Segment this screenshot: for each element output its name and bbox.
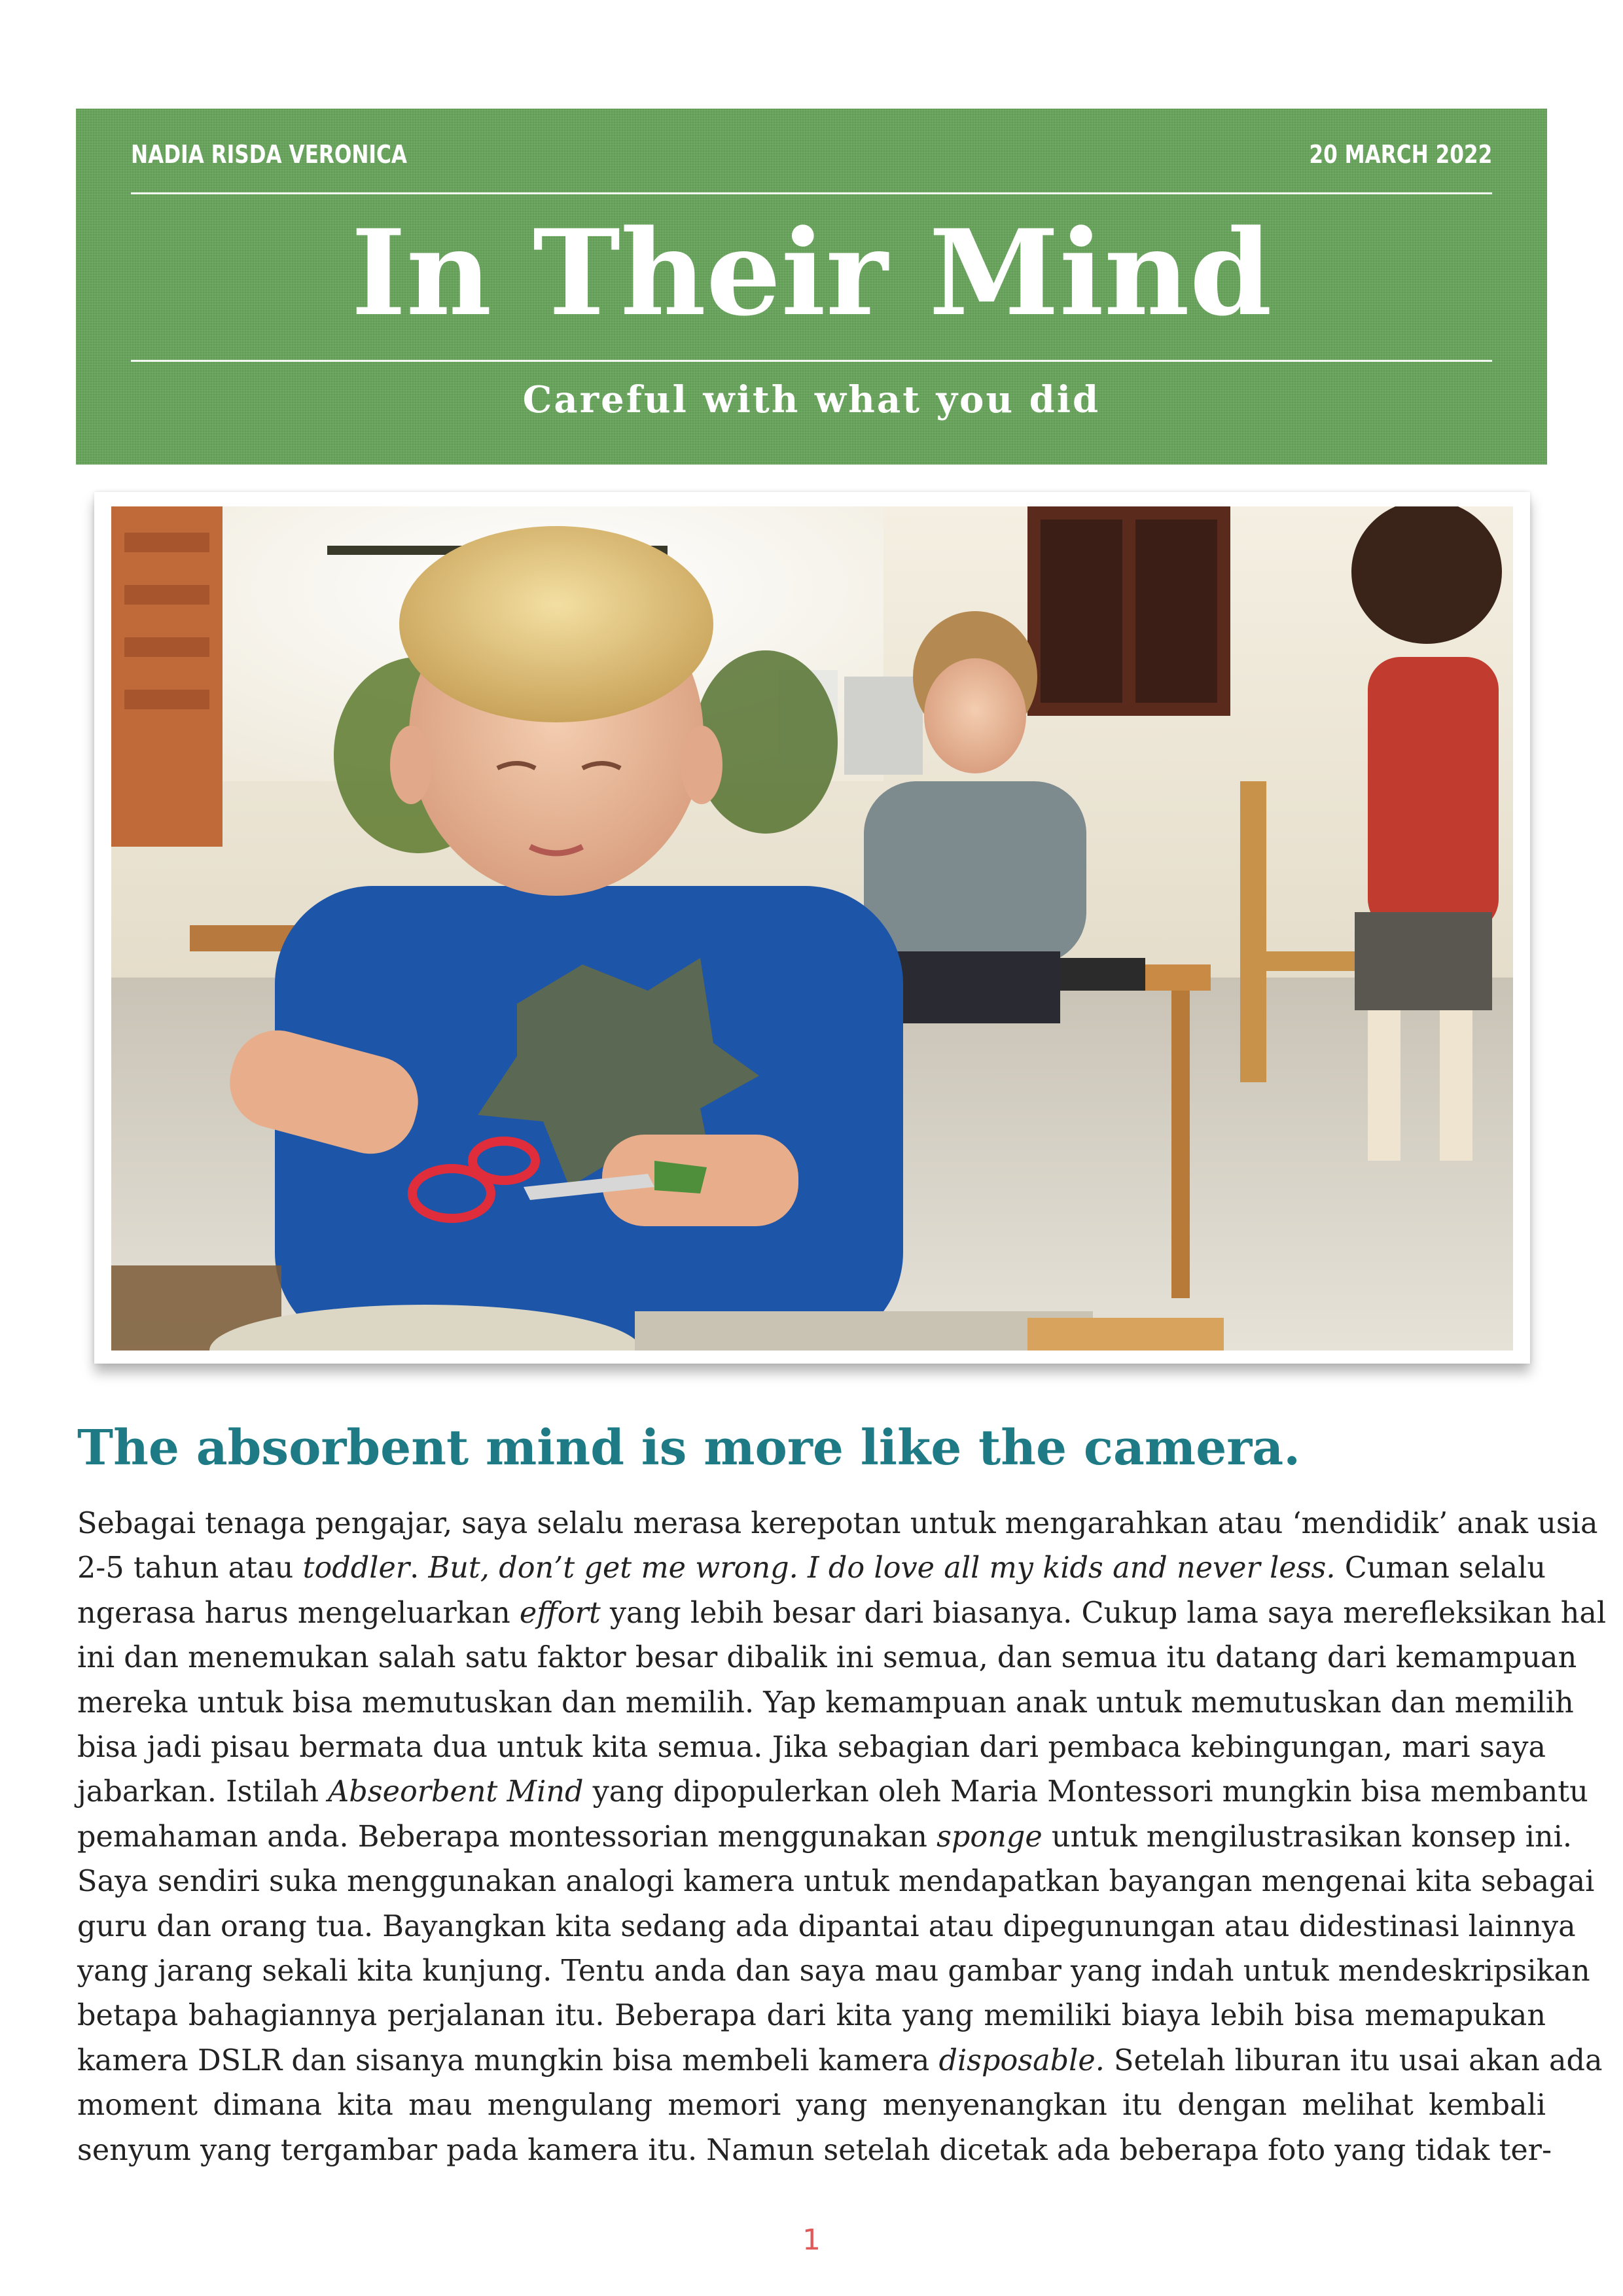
text-run: mereka untuk bisa memutuskan dan memilih. Yap kemampuan anak untuk memutuskan dan memilih: [77, 1686, 1574, 1720]
featured-photo-frame: [94, 492, 1530, 1364]
banner-bottom-divider: [131, 360, 1492, 362]
italic-phrase: sponge: [936, 1820, 1043, 1854]
page-number: 1: [802, 2223, 821, 2257]
text-run: ngerasa harus mengeluarkan: [77, 1596, 520, 1630]
italic-phrase: disposable.: [938, 2043, 1105, 2077]
newsletter-title: In Their Mind: [351, 204, 1272, 342]
body-line: [77, 1502, 1598, 1546]
italic-phrase: Abseorbent Mind: [328, 1775, 584, 1809]
body-line: [77, 1994, 1546, 2038]
article-headline: The absorbent mind is more like the camera.: [77, 1420, 1300, 1476]
text-run: pemahaman anda. Beberapa montessorian menggunakan: [77, 1820, 937, 1854]
banner-top-divider: [131, 192, 1492, 194]
body-line: [77, 1905, 1576, 1949]
text-run: senyum yang tergambar pada kamera itu. Namun setelah dicetak ada beberapa foto yang tidak ter-: [77, 2133, 1552, 2167]
text-run: guru dan orang tua. Bayangkan kita sedang ada dipantai atau dipegunungan atau didestinasi lainnya: [77, 1909, 1576, 1943]
text-run: yang jarang sekali kita kunjung. Tentu anda dan saya mau gambar yang indah untuk mendeskripsikan: [77, 1954, 1590, 1988]
italic-phrase: effort: [519, 1596, 601, 1630]
text-run: bisa jadi pisau bermata dua untuk kita semua. Jika sebagian dari pembaca kebingungan, mari saya: [77, 1731, 1546, 1765]
text-run: Setelah liburan itu usai akan ada: [1104, 2043, 1603, 2077]
text-run: untuk mengilustrasikan konsep ini.: [1042, 1820, 1572, 1854]
text-run: jabarkan. Istilah: [77, 1775, 329, 1809]
classroom-photo: [111, 506, 1513, 1351]
text-run: Saya sendiri suka menggunakan analogi kamera untuk mendapatkan bayangan mengenai kita sebagai: [77, 1865, 1595, 1899]
body-line: [77, 1636, 1577, 1680]
italic-phrase: But, don’t get me wrong. I do love all my kids and never less.: [428, 1551, 1336, 1585]
body-line: [77, 2083, 1546, 2128]
text-run: kamera DSLR dan sisanya mungkin bisa membeli kamera: [77, 2043, 939, 2077]
text-run: yang dipopulerkan oleh Maria Montessori mungkin bisa membantu: [583, 1775, 1588, 1809]
text-run: betapa bahagiannya perjalanan itu. Beberapa dari kita yang memiliki biaya lebih bisa memapukan: [77, 1999, 1546, 2033]
body-line: [77, 1770, 1588, 1814]
body-line: [77, 2128, 1552, 2173]
body-line: [77, 1591, 1607, 1636]
text-run: 2-5 tahun atau: [77, 1551, 303, 1585]
body-line: [77, 1725, 1546, 1770]
text-run: moment dimana kita mau mengulang memori yang menyenangkan itu dengan melihat kembali: [77, 2089, 1546, 2123]
masthead-banner: [76, 109, 1547, 465]
text-run: Cuman selalu: [1335, 1551, 1546, 1585]
body-line: [77, 1546, 1546, 1591]
body-line: [77, 2039, 1603, 2083]
text-run: Sebagai tenaga pengajar, saya selalu merasa kerepotan untuk mengarahkan atau ‘mendidik’ anak usia: [77, 1507, 1598, 1540]
body-line: [77, 1815, 1572, 1860]
newsletter-tagline: Careful with what you did: [522, 378, 1101, 421]
body-line: [77, 1949, 1590, 1994]
article-body: [77, 1502, 1607, 2173]
author-name: NADIA RISDA VERONICA: [131, 140, 408, 169]
body-line: [77, 1681, 1574, 1725]
body-line: [77, 1860, 1595, 1904]
issue-date: 20 MARCH 2022: [1309, 140, 1492, 169]
text-run: ini dan menemukan salah satu faktor besar dibalik ini semua, dan semua itu datang dari kemampuan: [77, 1641, 1577, 1675]
italic-phrase: toddler: [302, 1551, 410, 1585]
text-run: .: [410, 1551, 429, 1585]
text-run: yang lebih besar dari biasanya. Cukup lama saya merefleksikan hal: [600, 1596, 1607, 1630]
